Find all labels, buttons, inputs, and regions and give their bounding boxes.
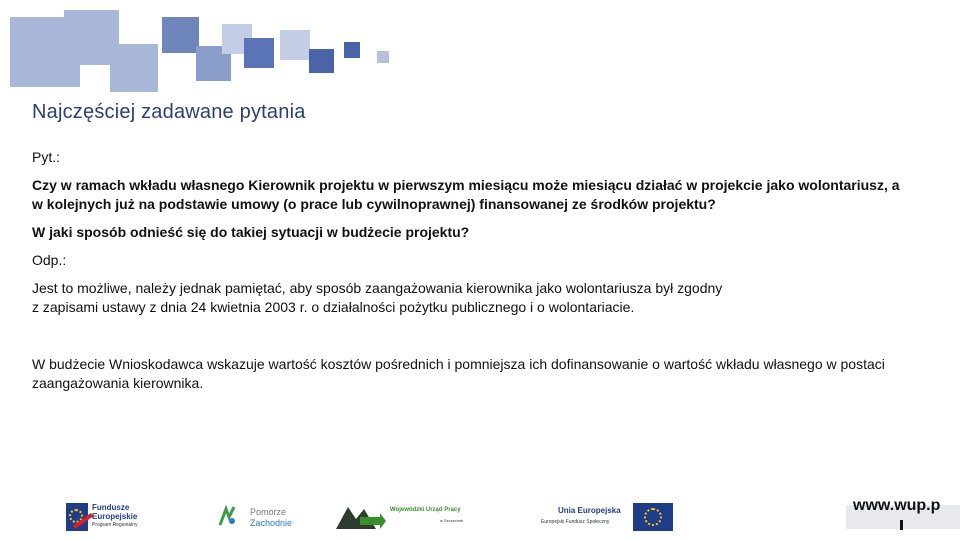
- website-url[interactable]: www.wup.p: [853, 497, 941, 514]
- fe-logo-sub: Program Regionalny: [92, 522, 138, 528]
- wup-logo: [336, 503, 386, 529]
- wup-logo-title: Wojewódzki Urząd Pracy: [390, 507, 461, 513]
- page-title: Najczęściej zadawane pytania: [32, 101, 306, 123]
- deco-square: [344, 42, 360, 58]
- deco-square: [309, 49, 334, 73]
- question-label: Pyt.:: [32, 149, 61, 165]
- pz-logo-top: Pomorze: [250, 507, 287, 517]
- eu-stars-icon: [644, 508, 662, 526]
- pz-logo-bottom: Zachodnie: [250, 518, 293, 528]
- answer-line-1: Jest to możliwe, należy jednak pamiętać, aby sposób zaangażowania kierownika jako wolontariusza był zgodny: [32, 280, 723, 296]
- pomorze-zachodnie-logo: [216, 505, 238, 527]
- ue-logo-sub: Europejski Fundusz Społeczny: [541, 519, 610, 525]
- ue-logo-title: Unia Europejska: [558, 506, 621, 515]
- deco-square: [110, 44, 158, 92]
- question-text: Czy w ramach wkładu własnego Kierownik projektu w pierwszym miesiącu może miesiącu działać w projekcie jako wolontariusz, a w kolejnych już na podstawie umowy (o prace lub cywilnoprawnej) finansowanej ze środków projektu?: [32, 177, 900, 212]
- fe-logo-title: Fundusze Europejskie: [92, 503, 138, 521]
- deco-square: [280, 30, 310, 60]
- faq-content: [32, 148, 912, 393]
- eu-flag-logo: [633, 503, 673, 531]
- wup-logo-sub: w Szczecinie: [440, 518, 464, 523]
- deco-square: [162, 17, 199, 53]
- deco-square: [377, 51, 389, 63]
- url-cutoff-glyph: [900, 520, 903, 530]
- answer-label: Odp.:: [32, 252, 67, 268]
- question-followup: W jaki sposób odnieść się do takiej sytuacji w budżecie projektu?: [32, 224, 470, 240]
- answer-budget: W budżecie Wnioskodawca wskazuje wartość kosztów pośrednich i pomniejsza ich dofinansowanie o wartość wkładu własnego w postaci zaangażowania kierownika.: [32, 356, 885, 391]
- deco-square: [244, 38, 274, 68]
- answer-line-2: z zapisami ustawy z dnia 24 kwietnia 2003 r. o działalności pożytku publicznego i o wolontariacie.: [32, 299, 635, 315]
